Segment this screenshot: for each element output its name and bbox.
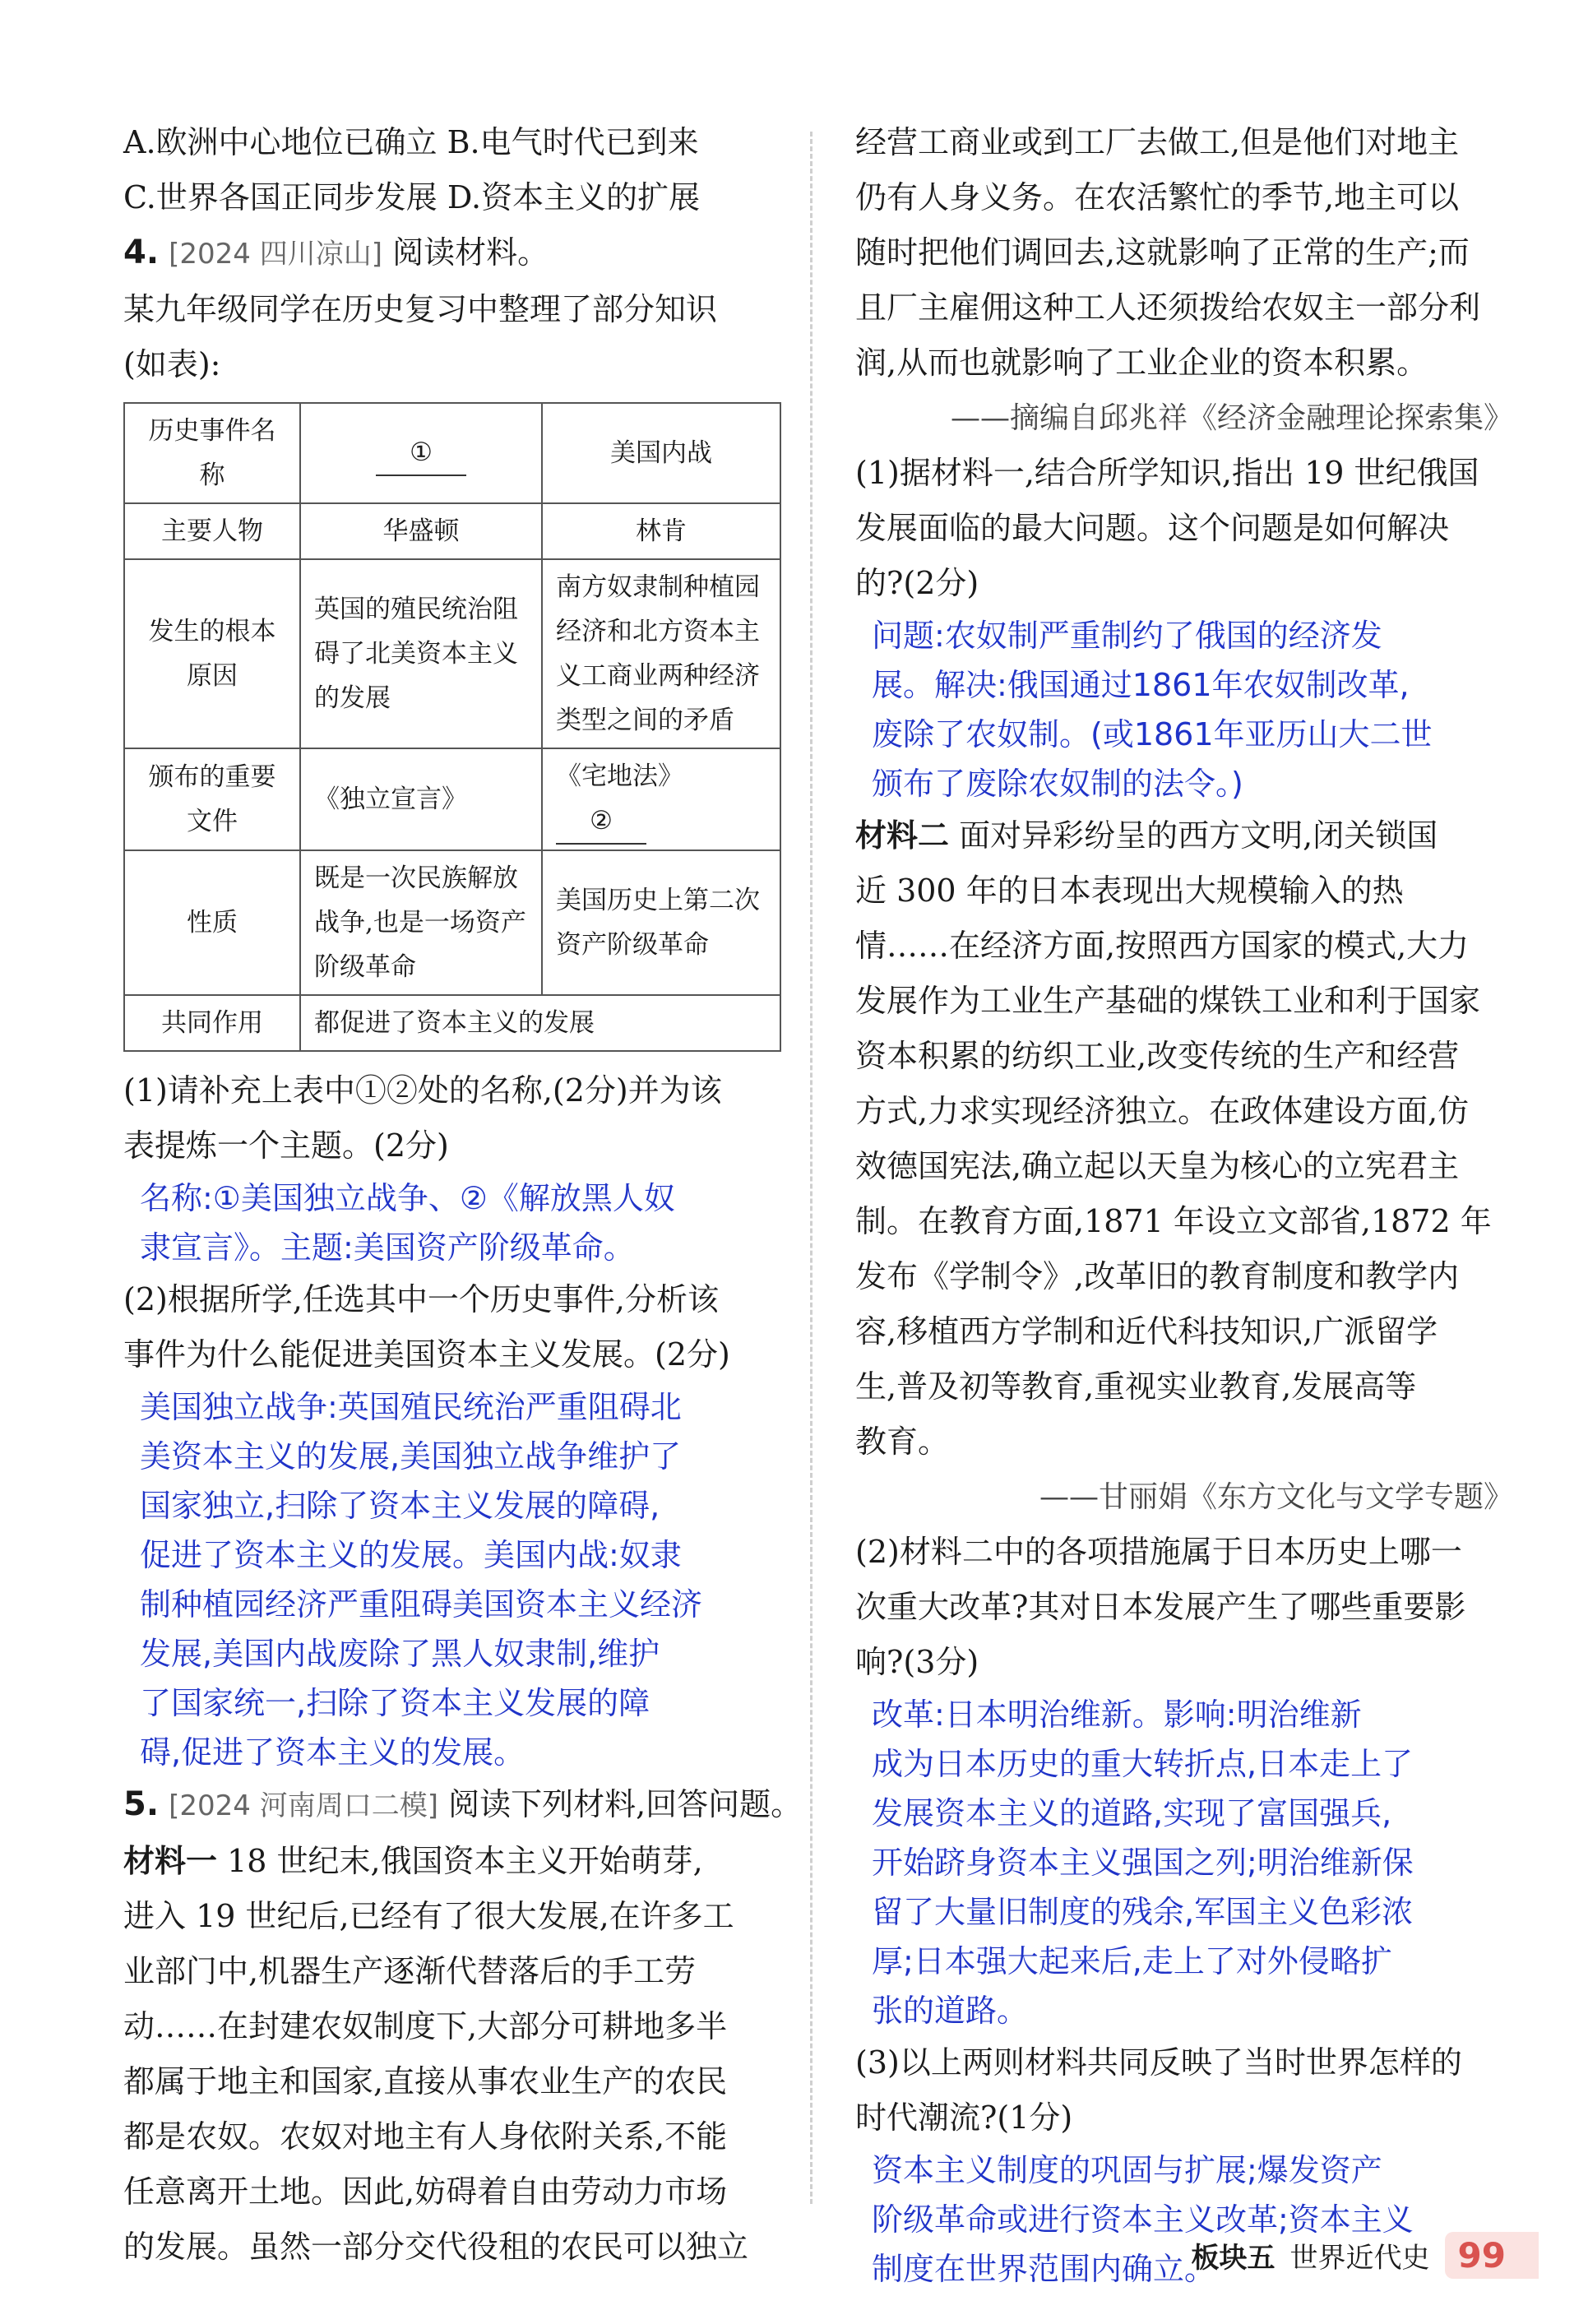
table-row [124,850,780,995]
question-5-header [123,1777,803,1834]
answer-line: 国家独立,扫除了资本主义发展的障碍, [140,1488,660,1524]
history-table [123,402,781,1052]
answer-line: 废除了农奴制。(或1861年亚历山大二世 [872,716,1433,752]
question-source: [2024 河南周口二模] [169,1789,438,1822]
left-column [123,115,803,2275]
material-line: 方式,力求实现经济独立。在政体建设方面,仿 [855,1093,1470,1129]
material-line [855,808,1513,863]
answer-line: 美资本主义的发展,美国独立战争维护了 [140,1438,682,1474]
answer-line: 制度在世界范围内确立。 [872,2251,1216,2287]
material-source: ——甘丽娟《东方文化与文学专题》 [1039,1480,1513,1514]
question-source: [2024 四川凉山] [169,238,382,271]
question-line: 响?(3分) [855,1644,979,1680]
question-instruction: 阅读材料。 [392,234,549,271]
table-cell: 林肯 [542,503,780,559]
row-head: 发生的根本原因 [124,559,300,748]
material-line: 情……在经济方面,按照西方国家的模式,大力 [855,928,1470,964]
material-line: 仍有人身义务。在农活繁忙的季节,地主可以 [855,179,1460,215]
material-source: ——摘编自邱兆祥《经济金融理论探索集》 [950,401,1513,435]
material-line: 生,普及初等教育,重视实业教育,发展高等 [855,1368,1417,1405]
answer-line: 隶宣言》。主题:美国资产阶级革命。 [140,1229,635,1266]
question-number: 4. [123,234,160,271]
table-cell: 既是一次民族解放战争,也是一场资产阶级革命 [300,850,542,995]
table-row [124,559,780,748]
answer-line: 发展,美国内战废除了黑人奴隶制,维护 [140,1636,660,1672]
material-line: 发展作为工业生产基础的煤铁工业和利于国家 [855,983,1481,1019]
answer-line: 名称:①美国独立战争、②《解放黑人奴 [140,1180,675,1216]
table-row [124,503,780,559]
question-line: 时代潮流?(1分) [855,2099,1073,2136]
answer-line: 张的道路。 [872,1993,1029,2029]
material-line: 润,从而也就影响了工业企业的资本积累。 [855,345,1428,381]
answer-line: 资本主义制度的巩固与扩展;爆发资产 [872,2152,1382,2188]
answer-line: 美国独立战争:英国殖民统治严重阻碍北 [140,1389,682,1425]
table-row [124,748,780,850]
question-line: (3)以上两则材料共同反映了当时世界怎样的 [855,2044,1462,2081]
material-line: 教育。 [855,1424,950,1460]
column-divider [810,132,813,2204]
section-label: 板块五 [1191,2242,1275,2275]
material-line: 容,移植西方学制和近代科技知识,广派留学 [855,1313,1438,1349]
answer-line: 阶级革命或进行资本主义改革;资本主义 [872,2201,1414,2238]
question-line: (1)请补充上表中①②处的名称,(2分)并为该 [123,1072,722,1109]
answer-line: 成为日本历史的重大转折点,日本走上了 [872,1746,1414,1782]
answer-line: 改革:日本明治维新。影响:明治维新 [872,1697,1362,1733]
answer-line: 制种植园经济严重阻碍美国资本主义经济 [140,1586,703,1623]
blank-2: ② [556,799,646,845]
row-head: 共同作用 [124,995,300,1051]
question-line: (2)材料二中的各项措施属于日本历史上哪一 [855,1534,1462,1570]
material-line: 发布《学制令》,改革旧的教育制度和教学内 [855,1258,1460,1294]
material-line: 且厂主雇佣这种工人还须拨给农奴主一部分利 [855,289,1481,326]
document-name: 《宅地法》 [556,762,683,791]
question-4-header [123,225,781,282]
answer-line: 颁布了废除农奴制的法令。) [872,766,1243,802]
material-line: 进入 19 世纪后,已经有了很大发展,在许多工 [123,1898,734,1934]
intro-line: (如表): [123,346,221,382]
answer-line: 展。解决:俄国通过1861年农奴制改革, [872,667,1410,703]
answer-line: 发展资本主义的道路,实现了富国强兵, [872,1795,1392,1831]
answer-line: 碍,促进了资本主义的发展。 [140,1734,525,1771]
material-line: 的发展。虽然一部分交代役租的农民可以独立 [123,2229,749,2265]
material-text: 18 世纪末,俄国资本主义开始萌芽, [227,1843,703,1879]
blank-1: ① [376,430,466,476]
table-cell: 美国历史上第二次资产阶级革命 [542,850,780,995]
page-footer [1192,2232,1539,2279]
material-line [123,1834,781,1889]
material-line: 制。在教育方面,1871 年设立文部省,1872 年 [855,1203,1492,1239]
table-cell: 南方奴隶制种植园经济和北方资本主义工商业两种经济类型之间的矛盾 [542,559,780,748]
material-label: 材料二 [855,817,950,854]
table-row [124,995,780,1051]
material-line: 业部门中,机器生产逐渐代替落后的手工劳 [123,1953,697,1989]
table-cell: 美国内战 [542,403,780,503]
answer-line: 开始跻身资本主义强国之列;明治维新保 [872,1845,1414,1881]
question-line: 事件为什么能促进美国资本主义发展。(2分) [123,1336,730,1373]
row-head: 颁布的重要文件 [124,748,300,850]
table-cell: 《独立宣言》 [300,748,542,850]
answer-line: 了国家统一,扫除了资本主义发展的障 [140,1685,650,1721]
question-line: 发展面临的最大问题。这个问题是如何解决 [855,510,1450,546]
material-line: 都是农奴。农奴对地主有人身依附关系,不能 [123,2118,728,2155]
question-line: 的?(2分) [855,565,979,601]
answer-line: 促进了资本主义的发展。美国内战:奴隶 [140,1537,682,1573]
material-label: 材料一 [123,1843,218,1879]
answer-line: 问题:农奴制严重制约了俄国的经济发 [872,618,1382,654]
table-row [124,403,780,503]
intro-line: 某九年级同学在历史复习中整理了部分知识 [123,291,718,327]
answer-line: 留了大量旧制度的残余,军国主义色彩浓 [872,1894,1414,1930]
material-line: 都属于地主和国家,直接从事农业生产的农民 [123,2063,728,2099]
material-line: 动……在封建农奴制度下,大部分可耕地多半 [123,2008,728,2044]
material-line: 随时把他们调回去,这就影响了正常的生产;而 [855,234,1470,271]
table-cell [300,403,542,503]
table-cell: 华盛顿 [300,503,542,559]
question-line: (1)据材料一,结合所学知识,指出 19 世纪俄国 [855,455,1479,491]
material-line: 效德国宪法,确立起以天皇为核心的立宪君主 [855,1148,1460,1184]
row-head: 主要人物 [124,503,300,559]
row-head: 历史事件名称 [124,403,300,503]
option-line: C.世界各国正同步发展 D.资本主义的扩展 [123,179,701,215]
row-head: 性质 [124,850,300,995]
material-line: 资本积累的纺织工业,改变传统的生产和经营 [855,1038,1460,1074]
answer-line: 厚;日本强大起来后,走上了对外侵略扩 [872,1943,1392,1979]
question-number: 5. [123,1785,160,1823]
material-line: 经营工商业或到工厂去做工,但是他们对地主 [855,124,1460,160]
right-column [855,115,1513,2294]
table-cell: 英国的殖民统治阻碍了北美资本主义的发展 [300,559,542,748]
question-instruction: 阅读下列材料,回答问题。 [448,1786,803,1822]
material-line: 任意离开土地。因此,妨碍着自由劳动力市场 [123,2174,728,2210]
chapter-label: 世界近代史 [1289,2242,1430,2275]
material-line: 近 300 年的日本表现出大规模输入的热 [855,873,1404,909]
option-line: A.欧洲中心地位已确立 B.电气时代已到来 [123,124,699,160]
question-line: (2)根据所学,任选其中一个历史事件,分析该 [123,1281,719,1317]
table-cell: 都促进了资本主义的发展 [300,995,780,1051]
material-text: 面对异彩纷呈的西方文明,闭关锁国 [959,817,1438,854]
question-line: 表提炼一个主题。(2分) [123,1127,449,1164]
table-cell [542,748,780,850]
question-line: 次重大改革?其对日本发展产生了哪些重要影 [855,1589,1466,1625]
page-number: 99 [1445,2232,1539,2279]
